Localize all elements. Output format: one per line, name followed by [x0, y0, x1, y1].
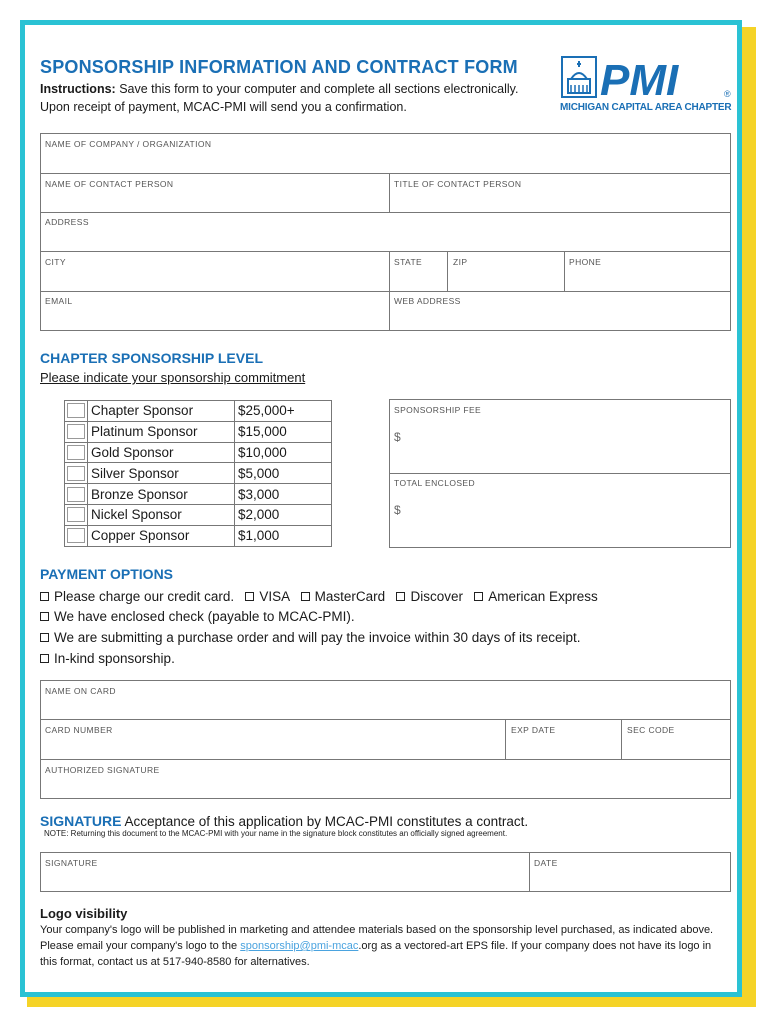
card-info-grid: [40, 680, 731, 799]
logo-text: PMI: [600, 56, 679, 101]
phone-field[interactable]: PHONE: [569, 257, 602, 267]
instructions: [40, 80, 560, 116]
sponsor-name: Bronze Sponsor: [88, 484, 235, 505]
sponsor-price: $5,000: [235, 463, 332, 484]
visa-checkbox[interactable]: [245, 592, 254, 601]
inkind-checkbox[interactable]: [40, 654, 49, 663]
contact-title-field[interactable]: TITLE OF CONTACT PERSON: [394, 179, 522, 189]
signature-grid: [40, 852, 731, 892]
sponsorship-level-subheading: Please indicate your sponsorship commitment: [40, 370, 306, 385]
sponsor-price: $10,000: [235, 442, 332, 463]
state-field[interactable]: STATE: [394, 257, 423, 267]
amex-label: American Express: [488, 589, 598, 604]
sponsor-price: $2,000: [235, 504, 332, 525]
sponsor-checkbox[interactable]: [67, 424, 85, 439]
sponsor-name: Gold Sponsor: [88, 442, 235, 463]
date-field[interactable]: DATE: [534, 858, 558, 868]
sponsor-checkbox[interactable]: [67, 487, 85, 502]
sponsor-name: Chapter Sponsor: [88, 401, 235, 422]
table-row: [65, 484, 332, 505]
web-address-field[interactable]: WEB ADDRESS: [394, 296, 461, 306]
payment-credit-row: [40, 589, 598, 604]
sponsor-checkbox[interactable]: [67, 403, 85, 418]
sponsor-name: Nickel Sponsor: [88, 504, 235, 525]
authorized-signature-field[interactable]: AUTHORIZED SIGNATURE: [45, 765, 160, 775]
logo-trademark: ®: [724, 89, 731, 99]
form-title: SPONSORSHIP INFORMATION AND CONTRACT FORM: [40, 57, 518, 77]
payment-po-row: [40, 630, 581, 645]
card-number-field[interactable]: CARD NUMBER: [45, 725, 113, 735]
sponsor-name: Copper Sponsor: [88, 525, 235, 546]
total-enclosed-input[interactable]: $: [394, 503, 401, 517]
sponsor-price: $15,000: [235, 421, 332, 442]
sponsor-name: Silver Sponsor: [88, 463, 235, 484]
capitol-icon: [560, 55, 732, 101]
table-row: [65, 442, 332, 463]
mastercard-checkbox[interactable]: [301, 592, 310, 601]
contact-info-grid: [40, 133, 731, 331]
sponsor-checkbox[interactable]: [67, 445, 85, 460]
zip-field[interactable]: ZIP: [453, 257, 468, 267]
logo-visibility-text: [40, 922, 730, 970]
name-on-card-field[interactable]: NAME ON CARD: [45, 686, 116, 696]
po-checkbox[interactable]: [40, 633, 49, 642]
logo-visibility-text-1: Your company's logo will be published in marketing and attendee materials based on the sponsorship level purchased, as indicated above. Please email your company's logo to the: [40, 924, 714, 952]
sec-code-field[interactable]: SEC CODE: [627, 725, 675, 735]
mastercard-label: MasterCard: [314, 589, 386, 604]
sponsorship-fee-label: SPONSORSHIP FEE: [394, 405, 482, 415]
check-checkbox[interactable]: [40, 612, 49, 621]
email-field[interactable]: EMAIL: [45, 296, 73, 306]
signature-text: Acceptance of this application by MCAC-PMI constitutes a contract.: [124, 814, 529, 829]
instructions-text: Save this form to your computer and complete all sections electronically.: [119, 82, 519, 96]
table-row: [65, 525, 332, 546]
sponsorship-fee-input[interactable]: $: [394, 430, 401, 444]
logo-visibility-heading: Logo visibility: [40, 906, 128, 921]
sponsor-checkbox[interactable]: [67, 528, 85, 543]
instructions-label: Instructions:: [40, 82, 116, 96]
instructions-line2: Upon receipt of payment, MCAC-PMI will send you a confirmation.: [40, 100, 407, 114]
visa-label: VISA: [259, 589, 290, 604]
total-enclosed-label: TOTAL ENCLOSED: [394, 478, 476, 488]
address-field[interactable]: ADDRESS: [45, 217, 89, 227]
logo-visibility-text-2: .org as a vectored-art EPS file. If your company does not have its logo in this format, contact us at 517-940-8580 for alternatives.: [40, 940, 712, 968]
payment-options-heading: PAYMENT OPTIONS: [40, 566, 174, 582]
city-field[interactable]: CITY: [45, 257, 66, 267]
po-label: We are submitting a purchase order and will pay the invoice within 30 days of its receipt.: [54, 630, 581, 645]
sponsor-checkbox[interactable]: [67, 466, 85, 481]
table-row: [65, 401, 332, 422]
sponsor-price: $25,000+: [235, 401, 332, 422]
payment-check-row: [40, 609, 355, 624]
sponsor-price: $1,000: [235, 525, 332, 546]
discover-checkbox[interactable]: [396, 592, 405, 601]
table-row: [65, 504, 332, 525]
charge-card-label: Please charge our credit card.: [54, 589, 235, 604]
chapter-name: MICHIGAN CAPITAL AREA CHAPTER: [560, 102, 732, 113]
payment-inkind-row: [40, 651, 175, 666]
table-row: [65, 421, 332, 442]
charge-card-checkbox[interactable]: [40, 592, 49, 601]
sponsorship-email-link[interactable]: sponsorship@pmi-mcac: [240, 940, 359, 952]
contact-person-field[interactable]: NAME OF CONTACT PERSON: [45, 179, 174, 189]
sponsorship-level-table: [64, 400, 332, 547]
exp-date-field[interactable]: EXP DATE: [511, 725, 556, 735]
discover-label: Discover: [410, 589, 463, 604]
inkind-label: In-kind sponsorship.: [54, 651, 175, 666]
table-row: [65, 463, 332, 484]
company-name-field[interactable]: NAME OF COMPANY / ORGANIZATION: [45, 139, 212, 149]
sponsor-checkbox[interactable]: [67, 507, 85, 522]
signature-field[interactable]: SIGNATURE: [45, 858, 98, 868]
signature-section: [40, 813, 528, 829]
sponsor-name: Platinum Sponsor: [88, 421, 235, 442]
sponsorship-level-heading: CHAPTER SPONSORSHIP LEVEL: [40, 350, 264, 366]
signature-note: NOTE: Returning this document to the MCAC-PMI with your name in the signature block constitutes an officially signed agreement.: [44, 829, 508, 838]
check-label: We have enclosed check (payable to MCAC-PMI).: [54, 609, 355, 624]
sponsor-price: $3,000: [235, 484, 332, 505]
amex-checkbox[interactable]: [474, 592, 483, 601]
signature-heading: SIGNATURE: [40, 813, 122, 829]
